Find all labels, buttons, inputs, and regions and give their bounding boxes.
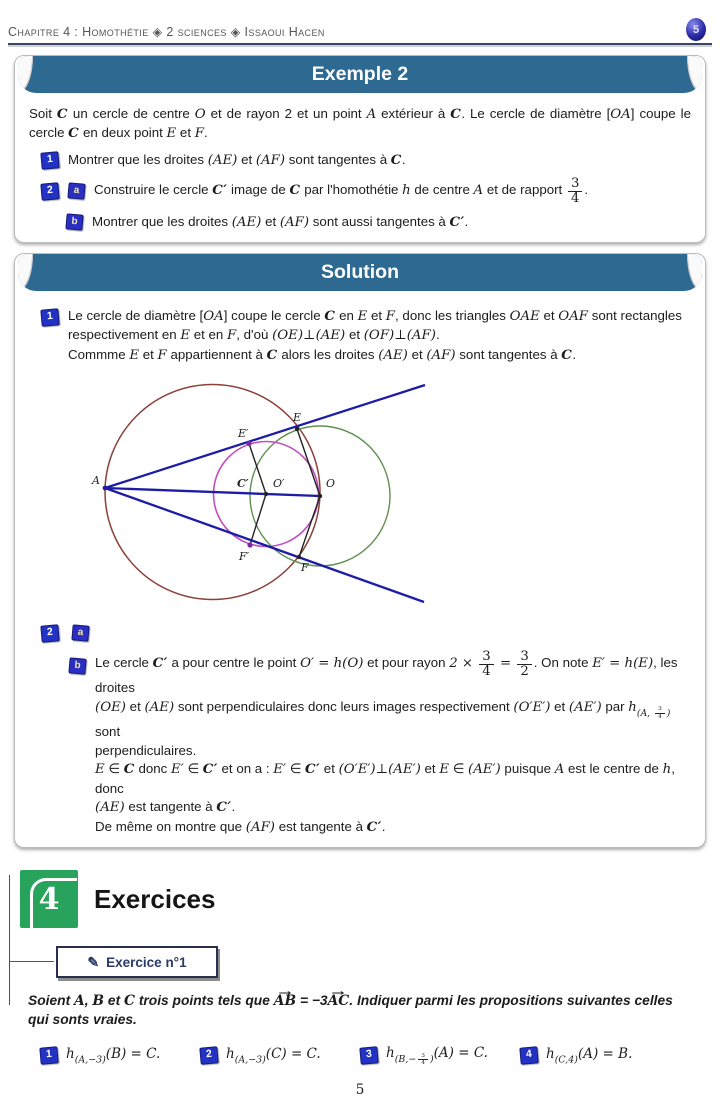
- page-corner-badge: [686, 18, 706, 41]
- solution-item-1-lines: [68, 307, 691, 366]
- exercise-1-tab: [56, 946, 218, 978]
- chapter-header: Chapitre 4 : Homothétie ◈ 2 sciences ◈ Issaoui Hacen: [8, 25, 325, 39]
- example-item-2b: [66, 213, 691, 232]
- prop-formula-4: $h_{(C,4)}(A) = B$.: [546, 1045, 633, 1066]
- text-line: (OE) et (AE) sont perpendiculaires donc leurs images respectivement (O′E′) et (AE′) par $h_{(A, \frac{3}{4} )}$ sont: [95, 698, 671, 740]
- radius-OF: [299, 496, 320, 557]
- example-box: [14, 55, 706, 243]
- item-badge-a: a: [67, 183, 85, 200]
- example-item-1-text: Montrer que les droites (AE) et (AF) sont tangentes à C.: [68, 151, 406, 168]
- prop-badge-2: 2: [199, 1046, 218, 1065]
- example-item-1: [41, 151, 691, 170]
- propositions-row: [40, 1045, 720, 1066]
- text-line: Le cercle C′ a pour centre le point O′ = h(O) et pour rayon 2 × $\frac{3}{4}$ = $\frac{3}{2}$ . On note E′ = h(E), les droites: [95, 649, 678, 696]
- text-line: De même on montre que (AF) est tangente à C′.: [95, 818, 386, 835]
- point-O: [318, 494, 322, 498]
- prop-badge-4: 4: [519, 1046, 538, 1065]
- example-item-2a: [41, 177, 691, 206]
- item-badge-1: 1: [40, 308, 59, 327]
- point-E-prime: [246, 441, 251, 446]
- exercise-1-label: Exercice n°1: [106, 954, 187, 970]
- tangent-line-AF: [105, 488, 424, 602]
- point-F-prime: [247, 543, 252, 548]
- item-badge-a: a: [71, 625, 89, 642]
- example-item-2b-text: Montrer que les droites (AE) et (AF) sont aussi tangentes à C′.: [92, 213, 469, 230]
- proposition-1: [40, 1045, 200, 1066]
- proposition-3: [360, 1045, 520, 1066]
- example-banner: [18, 56, 702, 93]
- point-F: [297, 555, 301, 559]
- solution-item-2-badges: [41, 625, 691, 642]
- solution-item-2b-lines: [95, 650, 691, 837]
- exercises-section-header: [20, 870, 720, 928]
- label-F: F: [301, 561, 309, 575]
- label-E: E: [293, 411, 302, 425]
- example-intro: Soit C un cercle de centre O et de rayon 2 et un point A extérieur à C. Le cercle de diamètre [OA] coupe le cercle C en deux point E et F.: [29, 106, 691, 142]
- exercise-1-statement: [28, 992, 692, 1029]
- geometry-figure: [87, 377, 439, 615]
- item-badge-b: b: [68, 658, 86, 675]
- solution-item-1: [41, 307, 691, 366]
- radius-OpEp: [249, 444, 266, 495]
- page-header: [8, 24, 712, 45]
- segment-AO: [105, 488, 320, 496]
- solution-title: Solution: [321, 260, 399, 283]
- pen-icon: ✎: [87, 953, 100, 970]
- example-content: [15, 93, 705, 242]
- item-badge-2: 2: [40, 182, 59, 201]
- tangent-line-AE: [105, 385, 425, 491]
- proposition-2: [200, 1045, 360, 1066]
- text-line: Le cercle de diamètre [OA] coupe le cercle C en E et F, donc les triangles OAE et OAF sont rectangles: [68, 307, 682, 324]
- label-O-prime: O′: [273, 477, 285, 491]
- text-line: (AE) est tangente à C′.: [95, 799, 236, 816]
- point-A: [103, 486, 108, 491]
- text-line: respectivement en E et en F, d'où (OE)⊥(AE) et (OF)⊥(AF).: [68, 327, 440, 344]
- item-badge-2: 2: [40, 624, 59, 643]
- exercise-tree-line: [9, 875, 10, 1005]
- prop-badge-1: 1: [39, 1046, 58, 1065]
- label-F-prime: F′: [239, 550, 250, 564]
- solution-box: [14, 253, 706, 848]
- prop-formula-1: $h_{(A,-3)}(B) = C$.: [66, 1045, 161, 1066]
- label-A: A: [92, 474, 100, 488]
- point-O-prime: [264, 492, 268, 496]
- prop-formula-3: $h_{(B,- \frac{3}{4} )}(A) = C$.: [386, 1045, 488, 1066]
- prop-formula-2: $h_{(A,-3)}(C) = C$.: [226, 1045, 321, 1066]
- solution-banner: [18, 254, 702, 291]
- prop-badge-3: 3: [359, 1046, 378, 1065]
- text-line: E ∈ C donc E′ ∈ C′ et on a : E′ ∈ C′ et (O′E′)⊥(AE′) et E ∈ (AE′) puisque A est le centre de h, donc: [95, 761, 675, 796]
- point-E: [295, 427, 299, 431]
- page-number: 5: [355, 1082, 365, 1098]
- section-number: 4: [38, 882, 60, 918]
- text-line: perpendiculaires.: [95, 742, 197, 758]
- label-O: O: [326, 477, 336, 491]
- text-line: Soient A, B et C trois points tels que → AB = −3→ AC. Indiquer parmi les propositions suivantes celles: [28, 992, 692, 1011]
- example-item-2a-text: Construire le cercle C′ image de C par l'homothétie h de centre A et de rapport $\frac{3}{4}$ .: [94, 175, 589, 206]
- section-number-box: [20, 870, 78, 928]
- item-badge-b: b: [65, 214, 83, 231]
- example-title: Exemple 2: [311, 63, 409, 85]
- text-line: qui sonts vraies.: [28, 1011, 137, 1027]
- label-C-prime: C′: [237, 477, 249, 491]
- text-line: Commme E et F appartiennent à C alors les droites (AE) et (AF) sont tangentes à C.: [68, 346, 577, 363]
- item-badge-1: 1: [40, 151, 59, 170]
- section-title: Exercices: [94, 883, 216, 914]
- page-corner-badge-number: 5: [692, 23, 700, 36]
- proposition-4: [520, 1045, 680, 1066]
- header-rule: [8, 43, 712, 45]
- label-E-prime: E′: [238, 427, 249, 441]
- solution-content: [15, 291, 705, 847]
- solution-item-2b: [69, 650, 691, 837]
- exercise-tab-row: [56, 946, 218, 978]
